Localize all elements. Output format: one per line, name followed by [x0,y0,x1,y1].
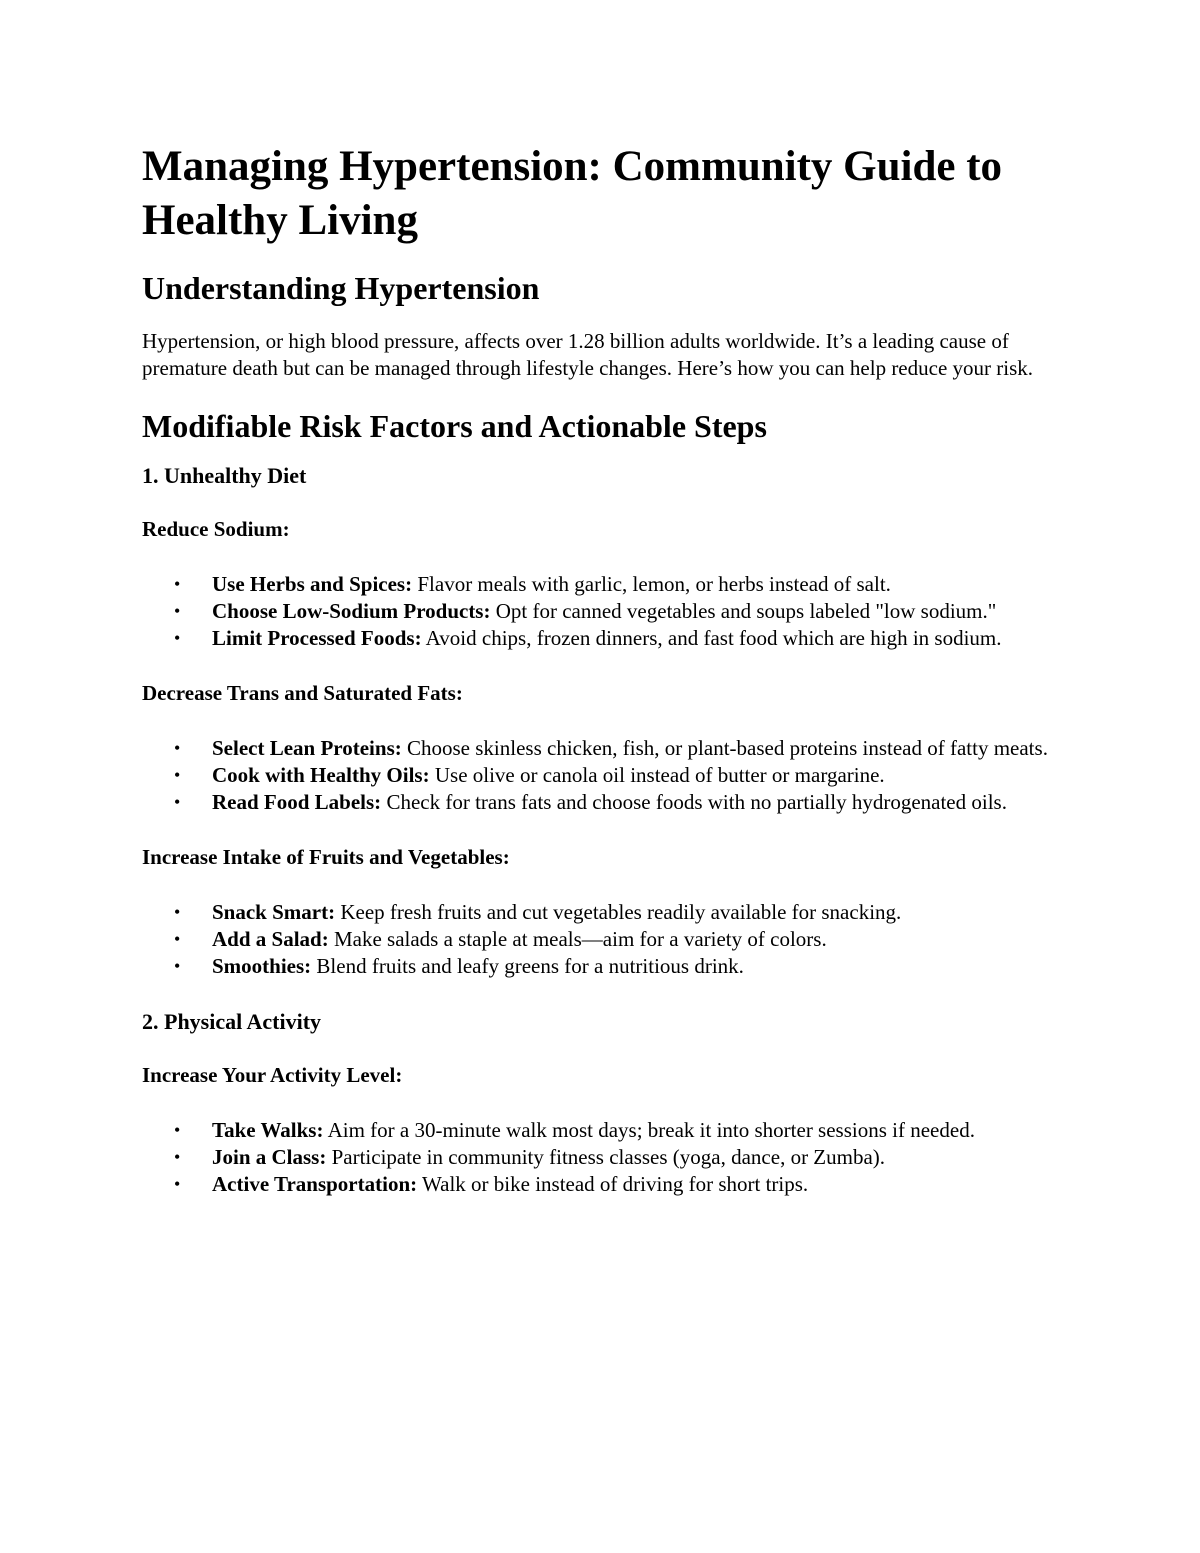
factor-heading-diet: 1. Unhealthy Diet [142,463,307,488]
item-text: Avoid chips, frozen dinners, and fast food which are high in sodium. [421,626,1002,650]
item-term: Active Transportation: [212,1172,418,1196]
list-fruits [142,899,1072,980]
bullet-icon: • [174,574,181,594]
list-activity [142,1117,1072,1198]
list-item [142,571,1072,598]
item-text: Make salads a staple at meals—aim for a variety of colors. [328,927,827,951]
item-term: Smoothies: [212,954,312,978]
item-text: Use olive or canola oil instead of butter or margarine. [429,763,885,787]
list-item [142,762,1072,789]
list-item [142,735,1072,762]
item-text: Choose skinless chicken, fish, or plant-based proteins instead of fatty meats. [401,736,1048,760]
group-label-activity: Increase Your Activity Level: [142,1063,403,1087]
item-text: Aim for a 30-minute walk most days; break it into shorter sessions if needed. [323,1118,975,1142]
list-fats [142,735,1072,816]
bullet-icon: • [174,1147,181,1167]
group-label-fruits: Increase Intake of Fruits and Vegetables: [142,845,510,869]
bullet-icon: • [174,601,181,621]
section-heading-risk-factors: Modifiable Risk Factors and Actionable Steps [142,408,767,444]
item-text: Keep fresh fruits and cut vegetables readily available for snacking. [335,900,902,924]
list-item [142,789,1072,816]
bullet-icon: • [174,765,181,785]
bullet-icon: • [174,929,181,949]
page-title: Managing Hypertension: Community Guide to Healthy Living [142,143,1003,244]
bullet-icon: • [174,1174,181,1194]
item-text: Opt for canned vegetables and soups labeled "low sodium." [490,599,997,623]
item-text: Participate in community fitness classes (yoga, dance, or Zumba). [326,1145,886,1169]
item-text: Check for trans fats and choose foods with no partially hydrogenated oils. [381,790,1007,814]
list-item [142,598,1072,625]
bullet-icon: • [174,902,181,922]
item-term: Limit Processed Foods: [212,626,422,650]
bullet-icon: • [174,792,181,812]
item-text: Walk or bike instead of driving for short trips. [417,1172,809,1196]
list-item [142,926,1072,953]
bullet-icon: • [174,738,181,758]
list-item [142,1171,1072,1198]
item-term: Add a Salad: [212,927,329,951]
item-text: Blend fruits and leafy greens for a nutritious drink. [311,954,744,978]
document-page [142,140,1072,1226]
bullet-icon: • [174,628,181,648]
item-term: Take Walks: [212,1118,324,1142]
factor-heading-activity: 2. Physical Activity [142,1009,322,1034]
section-heading-understanding: Understanding Hypertension [142,270,540,306]
group-label-sodium: Reduce Sodium: [142,517,290,541]
list-item [142,899,1072,926]
item-text: Flavor meals with garlic, lemon, or herbs instead of salt. [412,572,891,596]
list-sodium [142,571,1072,652]
item-term: Read Food Labels: [212,790,382,814]
list-item [142,625,1072,652]
list-item [142,1117,1072,1144]
intro-paragraph: Hypertension, or high blood pressure, affects over 1.28 billion adults worldwide. It’s a leading cause of premature death but can be managed through lifestyle changes. Here’s how you can help reduce your risk. [142,329,1034,380]
list-item [142,953,1072,980]
item-term: Snack Smart: [212,900,336,924]
item-term: Choose Low-Sodium Products: [212,599,491,623]
item-term: Select Lean Proteins: [212,736,402,760]
list-item [142,1144,1072,1171]
bullet-icon: • [174,956,181,976]
item-term: Join a Class: [212,1145,327,1169]
item-term: Cook with Healthy Oils: [212,763,430,787]
group-label-fats: Decrease Trans and Saturated Fats: [142,681,463,705]
item-term: Use Herbs and Spices: [212,572,413,596]
bullet-icon: • [174,1120,181,1140]
